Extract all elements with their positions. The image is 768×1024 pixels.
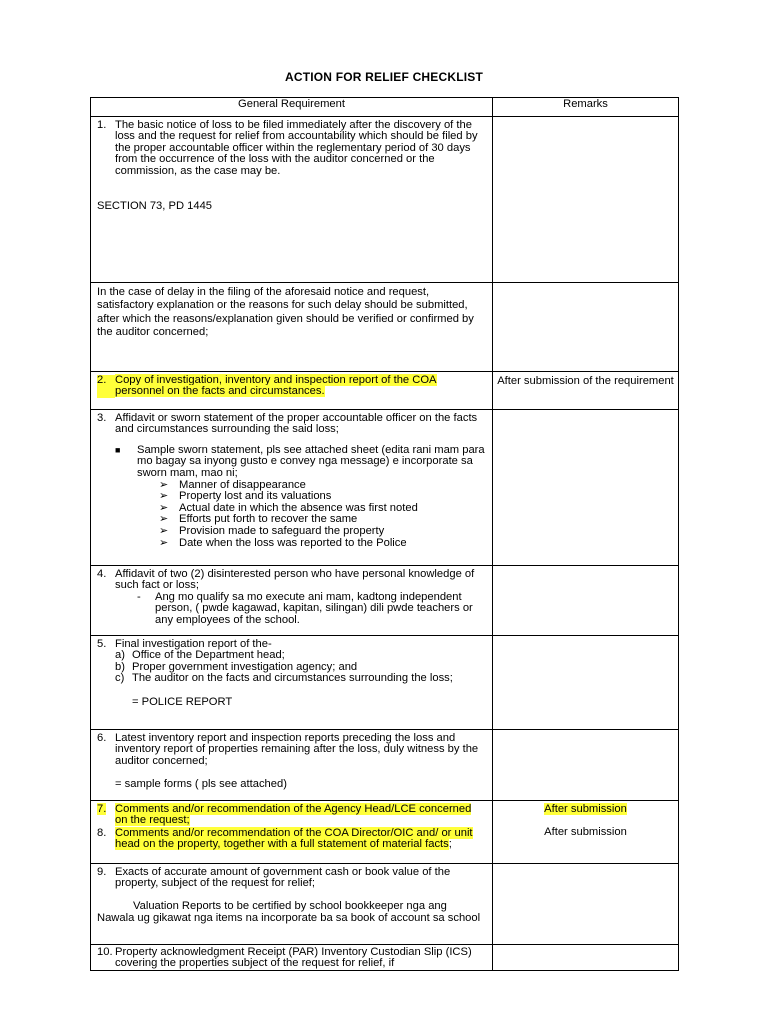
item-number: 5. — [97, 637, 107, 650]
item-number: 8. — [97, 826, 107, 839]
table-row — [91, 117, 679, 283]
header-general-requirement: General Requirement — [91, 98, 493, 116]
list-item — [159, 491, 486, 503]
requirement-cell — [91, 730, 493, 800]
numbered-item — [97, 120, 486, 178]
numbered-item — [97, 828, 486, 851]
item-text: Property acknowledgment Receipt (PAR) Inventory Custodian Slip (ICS) covering the properties subject of the request for relief, if — [115, 945, 472, 970]
table-row — [91, 801, 679, 864]
remarks-cell — [493, 730, 679, 800]
list-item-text: Actual date in which the absence was first noted — [179, 501, 418, 514]
highlighted-text: Copy of investigation, inventory and inspection report of the COA personnel on the facts and circumstances. — [115, 373, 437, 398]
item-letter: a) — [115, 649, 125, 662]
table-row — [91, 283, 679, 372]
square-bullet-item — [115, 445, 486, 480]
dash-bullet: - — [137, 590, 141, 603]
dash-item — [137, 592, 486, 627]
remarks-cell — [493, 566, 679, 635]
requirement-cell — [91, 801, 493, 863]
list-item-text: Proper government investigation agency; and — [132, 660, 358, 673]
remark-text: After submission — [544, 802, 627, 815]
list-item-text: Date when the loss was reported to the Police — [179, 536, 407, 549]
list-item — [115, 673, 486, 685]
numbered-item — [97, 413, 486, 436]
numbered-item — [97, 867, 486, 890]
table-row — [91, 372, 679, 410]
remark-text: After submission — [544, 826, 627, 839]
requirement-cell — [91, 566, 493, 635]
item-text-tail: ; — [448, 838, 452, 851]
arrow-bullet-icon: ➢ — [159, 524, 169, 537]
bullet-text: Sample sworn statement, pls see attached sheet (edita rani mam para mo bagay sa inyong gusto e convey nga message) e incorporate sa sworn mam, mao ni; — [137, 443, 485, 479]
item-number: 1. — [97, 118, 107, 131]
table-row — [91, 945, 679, 971]
item-text: Affidavit or sworn statement of the proper accountable officer on the facts and circumstances surrounding the said loss; — [115, 411, 478, 436]
item-number: 4. — [97, 567, 107, 580]
item-number: 2. — [97, 375, 115, 398]
list-item-text: The auditor on the facts and circumstances surrounding the loss; — [132, 672, 453, 685]
table-row — [91, 864, 679, 945]
item-text: Latest inventory report and inspection reports preceding the loss and inventory report of properties remaining after the loss, duly witness by the auditor concerned; — [115, 731, 479, 767]
item-text: Affidavit of two (2) disinterested person who have personal knowledge of such fact or loss; — [115, 567, 475, 592]
arrow-bullet-icon: ➢ — [159, 490, 169, 503]
item-letter: b) — [115, 660, 125, 673]
item-number: 3. — [97, 411, 107, 424]
requirement-cell — [91, 636, 493, 729]
numbered-item — [97, 733, 486, 768]
document-title: ACTION FOR RELIEF CHECKLIST — [284, 70, 484, 84]
remarks-cell — [493, 801, 679, 863]
item-text: The basic notice of loss to be filed immediately after the discovery of the loss and the request for relief from accountability which should be filed by the proper accountable officer within the reglementary period of 30 days from the occurrence of the loss with the auditor concerned or the commission, as the case may be. — [115, 118, 478, 177]
remarks-cell — [493, 864, 679, 944]
item-number: 9. — [97, 865, 107, 878]
note-text: = POLICE REPORT — [132, 695, 233, 708]
list-item — [159, 538, 486, 550]
numbered-item — [97, 947, 486, 970]
remarks-cell — [493, 410, 679, 565]
arrow-list — [159, 480, 486, 550]
table-row — [91, 730, 679, 801]
item-number: 7. — [97, 802, 107, 815]
arrow-bullet-icon: ➢ — [159, 536, 169, 549]
highlighted-text: Comments and/or recommendation of the COA Director/OIC and/ or unit head on the property, together with a full statement of material facts — [115, 826, 473, 851]
table-header-row — [91, 98, 679, 117]
square-bullet-icon: ■ — [115, 444, 121, 455]
arrow-bullet-icon: ➢ — [159, 513, 169, 526]
arrow-bullet-icon: ➢ — [159, 501, 169, 514]
table-row — [91, 410, 679, 566]
list-item — [159, 526, 486, 538]
requirement-cell — [91, 372, 493, 409]
numbered-item — [97, 375, 486, 398]
numbered-item — [97, 569, 486, 592]
highlighted-text: Comments and/or recommendation of the Agency Head/LCE concerned on the request; — [115, 802, 472, 827]
item-number: 10. — [97, 945, 113, 958]
list-item-text: Efforts put forth to recover the same — [179, 513, 358, 526]
item-number: 6. — [97, 731, 107, 744]
remarks-cell: After submission of the requirement — [493, 372, 679, 409]
item-text: In the case of delay in the filing of the aforesaid notice and request, satisfactory explanation or the reasons for such delay should be submitted, after which the reasons/explanation given should be verified or confirmed by the auditor concerned; — [97, 285, 474, 339]
header-remarks: Remarks — [493, 98, 679, 116]
remarks-cell — [493, 945, 679, 970]
list-item-text: Office of the Department head; — [132, 649, 285, 662]
numbered-item — [97, 804, 486, 827]
section-reference: SECTION 73, PD 1445 — [97, 199, 213, 212]
table-row — [91, 566, 679, 636]
remarks-cell — [493, 117, 679, 282]
note-text: Valuation Reports to be certified by school bookkeeper nga ang Nawala ug gikawat nga items na incorporate ba sa book of account sa school — [97, 900, 481, 924]
requirement-cell — [91, 117, 493, 282]
requirement-cell — [91, 410, 493, 565]
remarks-cell — [493, 636, 679, 729]
requirement-cell — [91, 864, 493, 944]
requirement-cell — [91, 283, 493, 371]
item-text: Exacts of accurate amount of government cash or book value of the property, subject of the request for relief; — [115, 865, 451, 890]
requirement-cell — [91, 945, 493, 970]
checklist-table — [90, 97, 679, 971]
list-item-text: Property lost and its valuations — [179, 490, 332, 503]
remarks-cell — [493, 283, 679, 371]
item-text: Final investigation report of the- — [115, 637, 272, 650]
list-item-text: Provision made to safeguard the property — [179, 524, 385, 537]
table-row — [91, 636, 679, 730]
arrow-bullet-icon: ➢ — [159, 478, 169, 491]
item-letter: c) — [115, 672, 125, 685]
lettered-list — [115, 650, 486, 685]
dash-text: Ang mo qualify sa mo execute ani mam, kadtong independent person, ( pwde kagawad, kapitan, silingan) dili pwde teachers or any employees of the school. — [155, 590, 473, 626]
list-item-text: Manner of disappearance — [179, 478, 306, 491]
note-text: = sample forms ( pls see attached) — [115, 777, 287, 790]
